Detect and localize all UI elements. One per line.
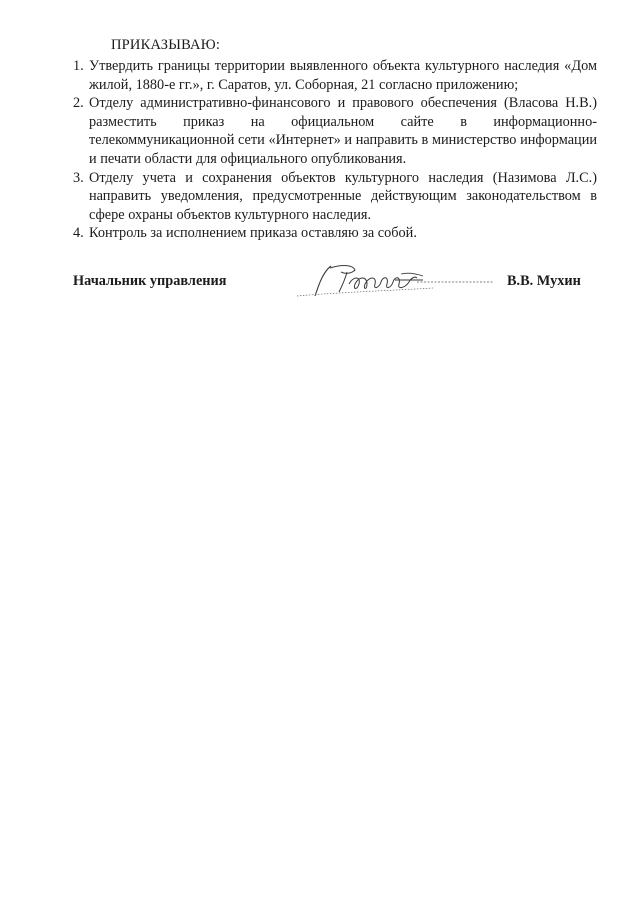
- order-item-number: 3.: [73, 169, 84, 186]
- order-item-text: Утвердить границы территории выявленного объекта культурного наследия «Дом жилой, 1880-е гг.», г. Саратов, ул. Соборная, 21 согласно приложению;: [89, 58, 597, 93]
- order-item-number: 4.: [73, 225, 84, 242]
- order-item-2: [73, 94, 597, 168]
- order-heading: ПРИКАЗЫВАЮ:: [111, 37, 221, 53]
- order-item-1: [73, 57, 597, 94]
- order-item-number: 1.: [73, 58, 84, 74]
- order-item-3: [73, 169, 597, 225]
- signatory-position: Начальник управления: [73, 273, 227, 289]
- signature-block: [73, 262, 597, 302]
- order-item-text: Отделу учета и сохранения объектов культурного наследия (Назимова Л.С.) направить уведомления, предусмотренные действующим законодательством в сфере охраны объектов культурного наследия.: [89, 169, 597, 223]
- order-item-text: Отделу административно-финансового и правового обеспечения (Власова Н.В.) разместить приказ на официальном сайте в информационно-телекоммуникационной сети «Интернет» и направить в министерство информации и печати области для официального опубликования.: [89, 95, 597, 167]
- order-item-number: 2.: [73, 95, 84, 112]
- order-item-text: Контроль за исполнением приказа оставляю за собой.: [89, 225, 417, 242]
- order-items-list: [73, 57, 597, 243]
- order-item-4: [73, 224, 597, 243]
- handwritten-signature: [283, 262, 503, 302]
- signatory-name: В.В. Мухин: [507, 273, 581, 289]
